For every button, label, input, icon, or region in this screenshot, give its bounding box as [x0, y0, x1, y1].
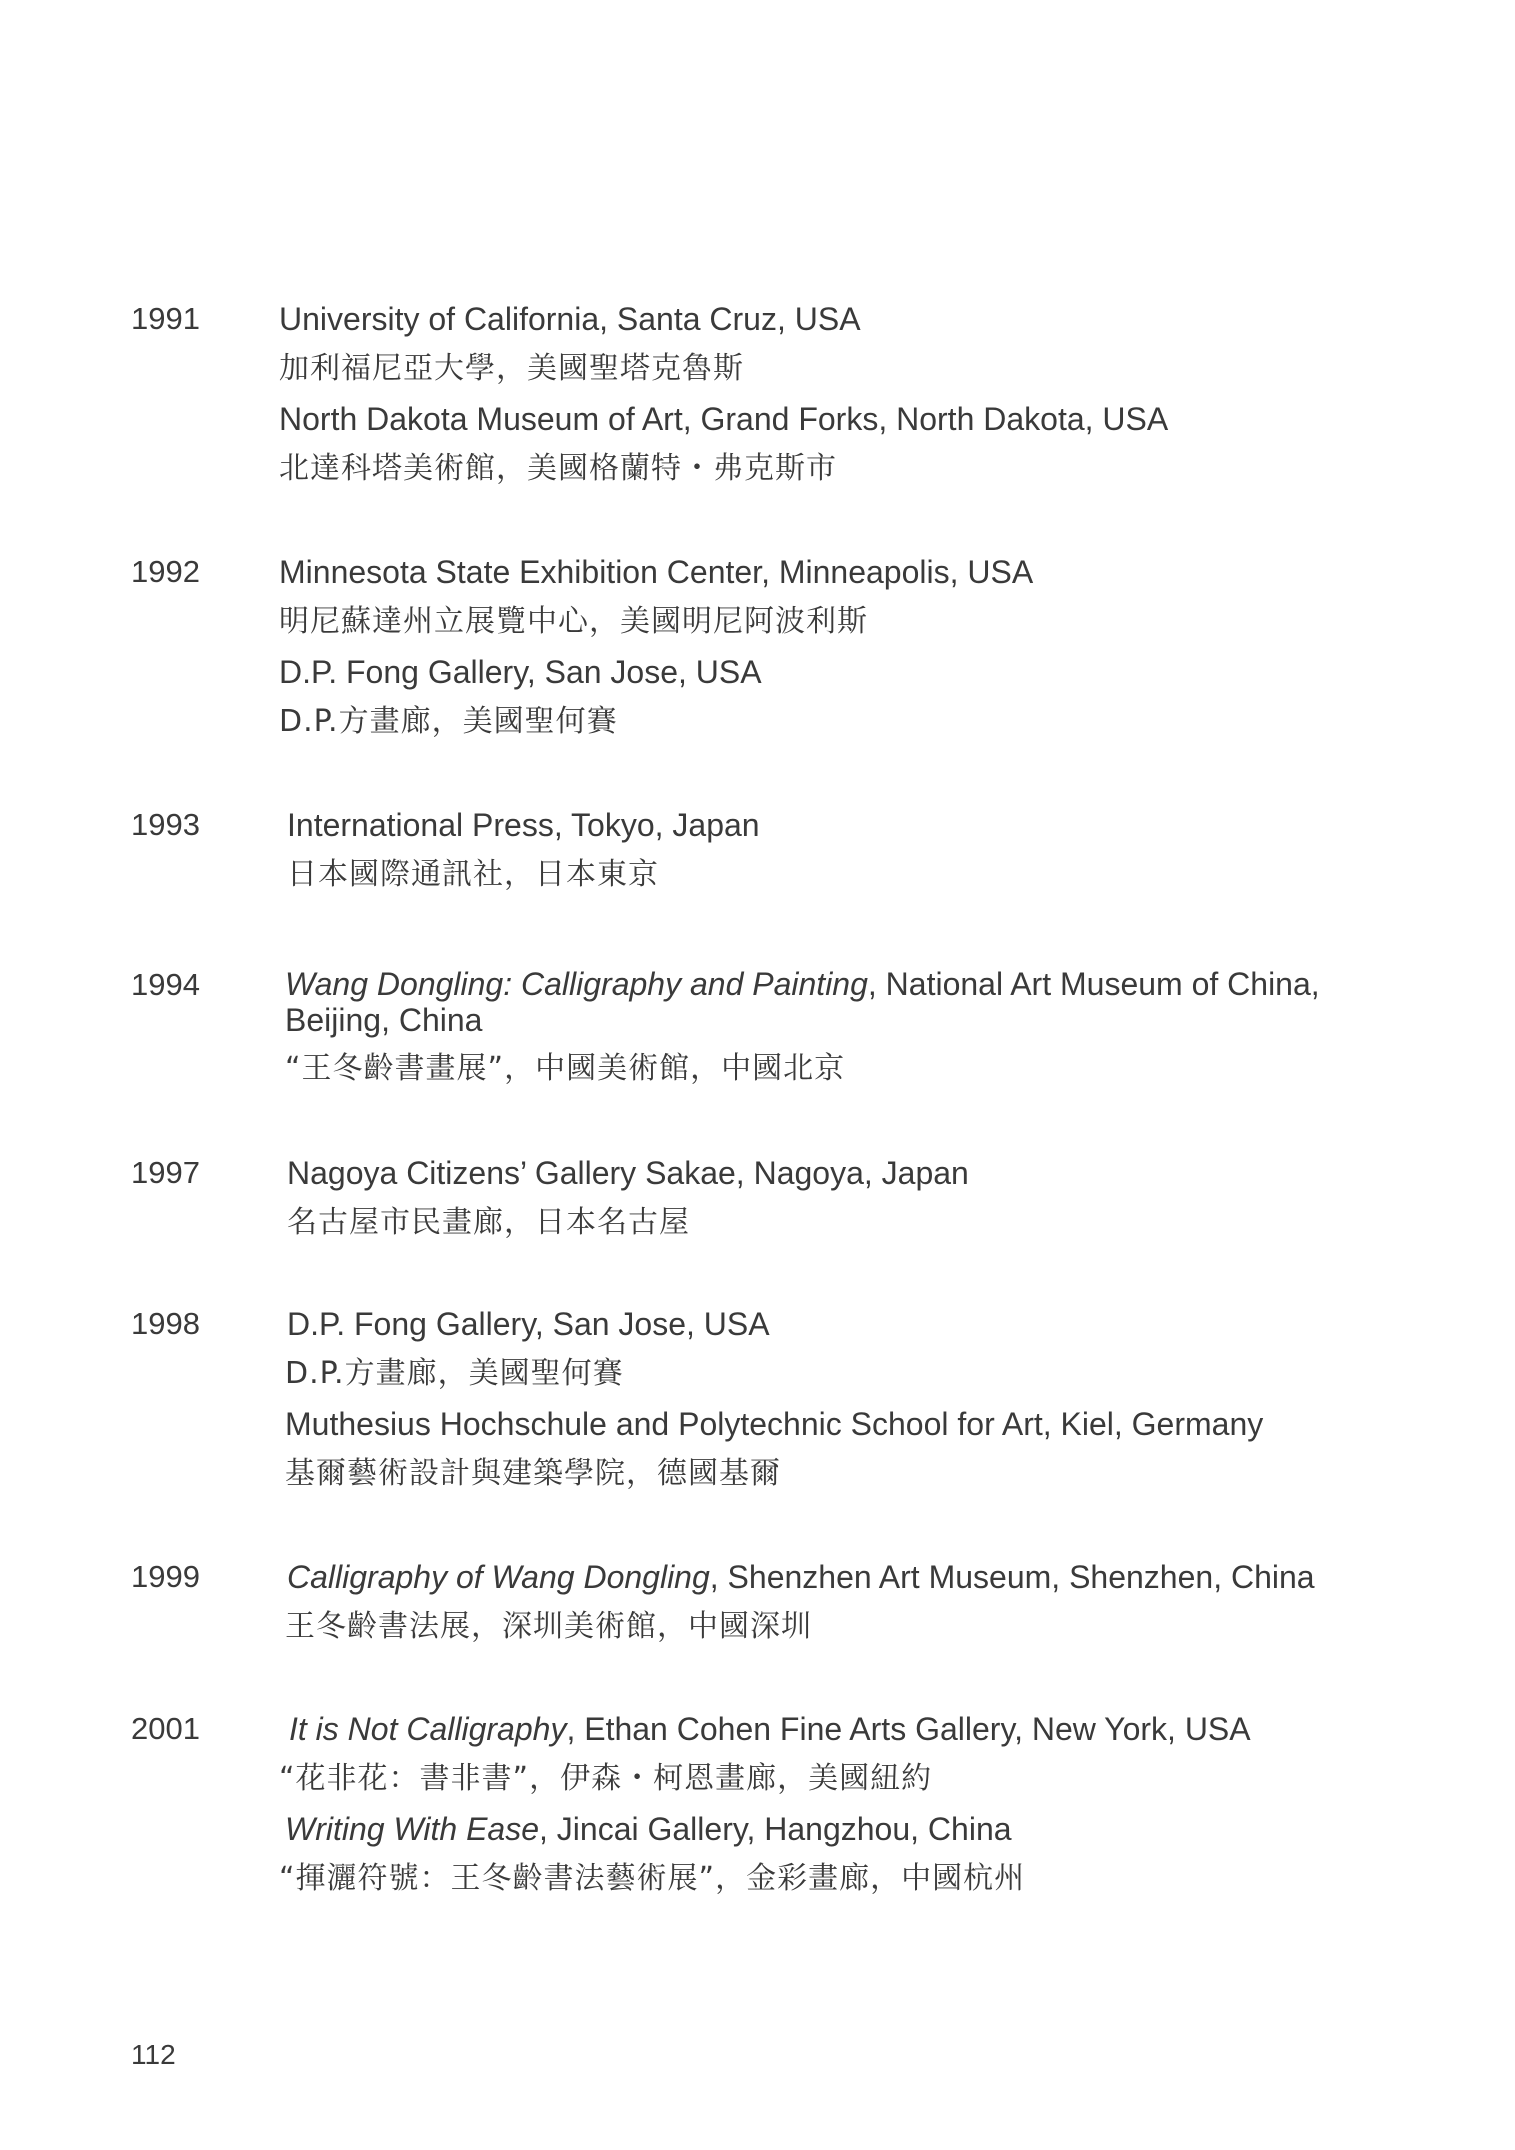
venue-chinese: D.P.方畫廊，美國聖何賽	[285, 1356, 624, 1391]
exhibition-title-line	[285, 1810, 1389, 1848]
entry-lines	[287, 806, 1387, 906]
entry-year: 1994	[131, 967, 200, 1002]
entry-year: 2001	[131, 1711, 200, 1746]
entry-lines	[279, 1710, 1389, 1910]
entry-lines	[285, 966, 1375, 1100]
venue-chinese: 北達科塔美術館，美國格蘭特・弗克斯市	[279, 451, 837, 486]
venue-chinese: 加利福尼亞大學，美國聖塔克魯斯	[279, 351, 744, 386]
venue-english: , National Art Museum of China, Beijing, China	[285, 966, 1320, 1038]
venue-chinese: 王冬齡書法展，深圳美術館，中國深圳	[285, 1609, 812, 1644]
venue-english: North Dakota Museum of Art, Grand Forks, North Dakota, USA	[279, 401, 1169, 437]
venue-chinese: D.P.方畫廊，美國聖何賽	[279, 704, 618, 739]
venue-english: D.P. Fong Gallery, San Jose, USA	[279, 654, 762, 690]
venue-english: Muthesius Hochschule and Polytechnic School for Art, Kiel, Germany	[285, 1406, 1264, 1442]
venue-english: Minnesota State Exhibition Center, Minneapolis, USA	[279, 554, 1034, 590]
exhibition-title-line	[285, 966, 1375, 1038]
entry-lines	[287, 1154, 1387, 1254]
exhibition-title-line	[289, 1710, 1389, 1748]
entry-year: 1997	[131, 1155, 200, 1190]
entry-year: 1992	[131, 554, 200, 589]
entry-year: 1993	[131, 807, 200, 842]
venue-english: International Press, Tokyo, Japan	[287, 807, 760, 843]
venue-english: , Jincai Gallery, Hangzhou, China	[539, 1811, 1012, 1847]
venue-chinese: “花非花：書非書”，伊森・柯恩畫廊，美國紐約	[279, 1761, 933, 1796]
exhibition-title: Calligraphy of Wang Dongling	[287, 1559, 710, 1595]
entry-year: 1998	[131, 1306, 200, 1341]
entry-lines	[279, 300, 1379, 500]
exhibition-title: It is Not Calligraphy	[289, 1711, 567, 1747]
venue-english: , Shenzhen Art Museum, Shenzhen, China	[709, 1559, 1315, 1595]
venue-english: University of California, Santa Cruz, USA	[279, 301, 861, 337]
exhibition-title: Writing With Ease	[285, 1811, 539, 1847]
venue-english: D.P. Fong Gallery, San Jose, USA	[287, 1306, 770, 1342]
entry-lines	[287, 1305, 1387, 1505]
exhibition-title-line	[287, 1558, 1387, 1596]
exhibition-title: Wang Dongling: Calligraphy and Painting	[285, 966, 868, 1002]
venue-english: Nagoya Citizens’ Gallery Sakae, Nagoya, Japan	[287, 1155, 969, 1191]
venue-chinese: “揮灑符號：王冬齡書法藝術展”，金彩畫廊，中國杭州	[279, 1861, 1026, 1896]
entry-year: 1991	[131, 301, 200, 336]
entry-year: 1999	[131, 1559, 200, 1594]
venue-chinese: 基爾藝術設計與建築學院，德國基爾	[285, 1456, 781, 1491]
entry-lines	[279, 553, 1379, 753]
entry-lines	[287, 1558, 1387, 1658]
venue-chinese: 名古屋市民畫廊，日本名古屋	[287, 1205, 690, 1240]
venue-english: , Ethan Cohen Fine Arts Gallery, New York, USA	[566, 1711, 1251, 1747]
page-number: 112	[131, 2039, 176, 2070]
venue-chinese: 日本國際通訊社，日本東京	[287, 857, 659, 892]
venue-chinese: “王冬齡書畫展”，中國美術館，中國北京	[285, 1051, 846, 1086]
venue-chinese: 明尼蘇達州立展覽中心，美國明尼阿波利斯	[279, 604, 868, 639]
